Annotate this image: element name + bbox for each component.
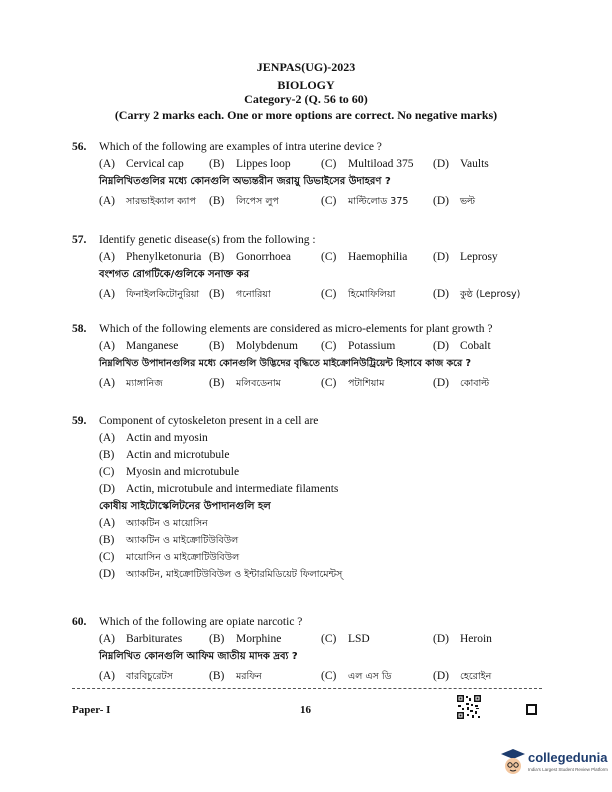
question-58: [72, 321, 552, 392]
question-text: Which of the following are opiate narcotic ?: [99, 616, 303, 628]
question-text-bengali: নিম্নলিখিতগুলির মধ্যে কোনগুলি অভ্যন্তরীন জরায়ু ডিভাইসের উদাহরণ ?: [99, 176, 391, 187]
question-number: 57.: [72, 234, 87, 246]
exam-title: JENPAS(UG)-2023: [256, 60, 356, 74]
question-text-bengali: বংশগত রোগটিকে/গুলিকে সনাক্ত কর: [99, 269, 250, 280]
question-56: [72, 139, 552, 210]
option-c: (C) LSD: [321, 633, 370, 645]
option-b: (B) Lippes loop: [209, 158, 291, 170]
option-a: (A) Cervical cap: [99, 158, 184, 170]
option-c-bengali: (C) পটাশিয়াম: [321, 377, 385, 389]
question-text-bengali: নিম্নলিখিত উপাদানগুলির মধ্যে কোনগুলি উদ্ভিদের বৃদ্ধিতে মাইক্রোনিউট্রিয়েন্ট হিসাবে কাজ করে ?: [99, 358, 472, 369]
option-a-bengali: (A) সারভাইক্যাল ক্যাপ: [99, 195, 196, 207]
question-60: [72, 614, 552, 685]
option-b-bengali: (B) অ্যাকটিন ও মাইক্রোটিউবিউল: [99, 534, 239, 546]
option-c-bengali: (C) হিমোফিলিয়া: [321, 288, 396, 300]
option-b: (B) Gonorrhoea: [209, 251, 291, 263]
question-number: 60.: [72, 616, 87, 628]
question-text: Identify genetic disease(s) from the following :: [99, 234, 316, 246]
marks-instruction: (Carry 2 marks each. One or more options are correct. No negative marks): [114, 108, 498, 122]
option-c: (C) Myosin and microtubule: [99, 466, 240, 478]
option-a: (A) Phenylketonuria: [99, 251, 202, 263]
options-row-bengali: [72, 375, 552, 392]
option-c-bengali: (C) এল এস ডি: [321, 670, 392, 682]
question-number: 58.: [72, 323, 87, 335]
option-d-bengali: (D) কোবাল্ট: [433, 377, 490, 389]
option-d-bengali: (D) ভল্ট: [433, 195, 475, 207]
option-c: (C) Potassium: [321, 340, 396, 352]
subject-title: BIOLOGY: [277, 78, 335, 92]
option-d: (D) Leprosy: [433, 251, 498, 263]
footer-divider: [72, 688, 542, 689]
option-c: (C) Haemophilia: [321, 251, 408, 263]
graduate-mascot-icon: [500, 748, 526, 778]
option-d-bengali: (D) অ্যাকটিন, মাইক্রোটিউবিউল ও ইন্টারমিডিয়েট ফিলামেন্টস্: [99, 568, 343, 580]
option-b-bengali: (B) লিপেস লুপ: [209, 195, 279, 207]
question-text-bengali: কোষীয় সাইটোস্কেলিটনের উপাদানগুলি হল: [99, 501, 271, 512]
options-row: [72, 338, 552, 355]
option-d-bengali: (D) কুষ্ঠ (Leprosy): [433, 288, 521, 300]
option-d-bengali: (D) হেরোইন: [433, 670, 492, 682]
option-c-bengali: (C) মায়োসিন ও মাইক্রোটিউবিউল: [99, 551, 240, 563]
page-number: 16: [300, 704, 311, 716]
options-row: [72, 249, 552, 266]
options-list-bengali: [72, 515, 552, 583]
question-57: [72, 232, 552, 303]
options-row-bengali: [72, 286, 552, 303]
corner-square-icon: [526, 704, 537, 715]
options-list: [72, 430, 552, 498]
options-row: [72, 631, 552, 648]
option-a-bengali: (A) ম্যাঙ্গানিজ: [99, 377, 163, 389]
option-c-bengali: (C) মাল্টিলোড 375: [321, 195, 409, 207]
question-number: 56.: [72, 141, 87, 153]
option-a-bengali: (A) অ্যাকটিন ও মায়োসিন: [99, 517, 208, 529]
paper-label: Paper- I: [72, 704, 111, 716]
option-b: (B) Molybdenum: [209, 340, 298, 352]
option-a-bengali: (A) ফিনাইলকিটোনুরিয়া: [99, 288, 200, 300]
options-row-bengali: [72, 668, 552, 685]
option-a: (A) Barbiturates: [99, 633, 183, 645]
option-b: (B) Morphine: [209, 633, 282, 645]
option-d: (D) Vaults: [433, 158, 489, 170]
option-d: (D) Heroin: [433, 633, 492, 645]
options-row: [72, 156, 552, 173]
option-a-bengali: (A) বারবিচুরেটস: [99, 670, 173, 682]
options-row-bengali: [72, 193, 552, 210]
qr-code-icon: [456, 694, 482, 720]
option-d: (D) Cobalt: [433, 340, 491, 352]
question-text: Which of the following elements are considered as micro-elements for plant growth ?: [99, 323, 493, 335]
option-b-bengali: (B) মরফিন: [209, 670, 262, 682]
question-text: Which of the following are examples of intra uterine device ?: [99, 141, 382, 153]
option-b: (B) Actin and microtubule: [99, 449, 230, 461]
option-b-bengali: (B) মলিবডেনাম: [209, 377, 281, 389]
option-b-bengali: (B) গনোরিয়া: [209, 288, 271, 300]
option-a: (A) Manganese: [99, 340, 179, 352]
option-c: (C) Multiload 375: [321, 158, 414, 170]
question-text-bengali: নিম্নলিখিত কোনগুলি আফিম জাতীয় মাদক দ্রব্য ?: [99, 651, 298, 662]
option-a: (A) Actin and myosin: [99, 432, 208, 444]
collegedunia-logo: collegedunia India's Largest Student Review Platform: [500, 748, 610, 782]
question-text: Component of cytoskeleton present in a cell are: [99, 415, 319, 427]
question-number: 59.: [72, 415, 87, 427]
question-59: [72, 413, 552, 583]
option-d: (D) Actin, microtubule and intermediate filaments: [99, 483, 339, 495]
category-title: Category-2 (Q. 56 to 60): [244, 92, 368, 106]
